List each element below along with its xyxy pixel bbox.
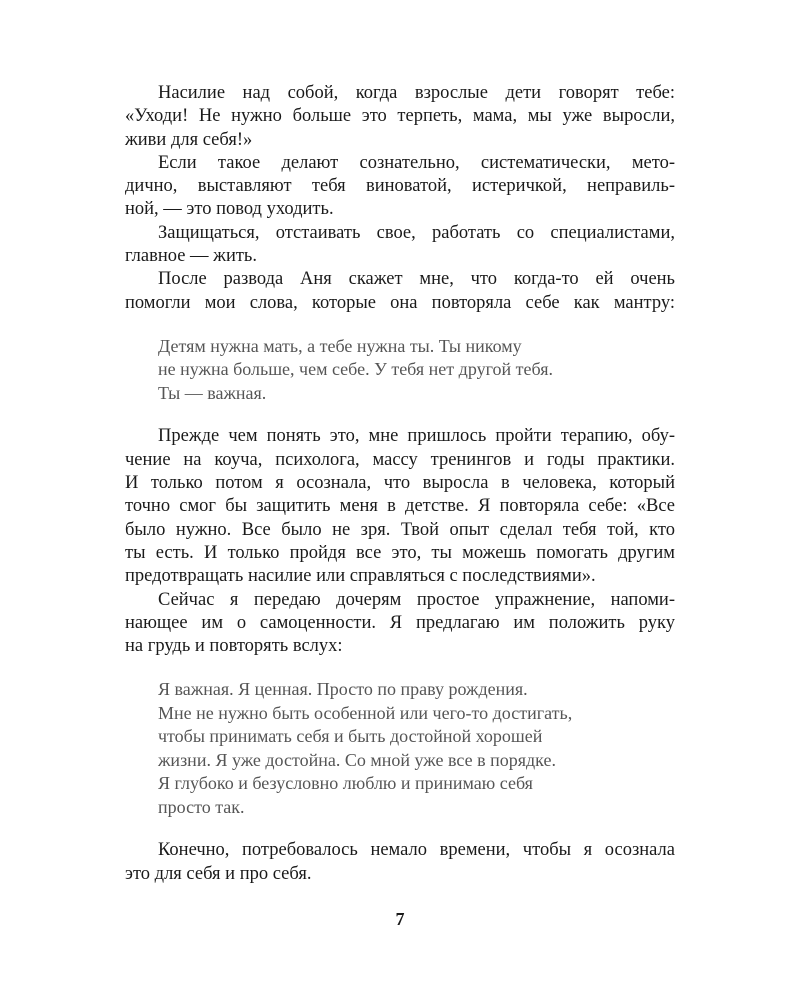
text-line: Конечно, потребовалось немало времени, чтобы я осознала: [158, 840, 675, 861]
text-line: Насилие над собой, когда взрослые дети говорят тебе:: [158, 83, 675, 103]
paragraph: [125, 268, 675, 315]
text-line: Прежде чем понять это, мне пришлось пройти терапию, обу-: [158, 426, 675, 447]
quote-line: Я важная. Я ценная. Просто по праву рождения.: [158, 679, 528, 700]
text-line: После развода Аня скажет мне, что когда-то ей очень: [158, 269, 675, 290]
text-line: главное — жить.: [125, 246, 257, 267]
text-line: «Уходи! Не нужно больше это терпеть, мама, мы уже выросли,: [125, 106, 675, 127]
text-line: чение на коуча, психолога, массу тренингов и годы практики.: [125, 449, 675, 470]
quote-line: Ты — важная.: [158, 382, 267, 403]
text-line: нающее им о самоценности. Я предлагаю им положить руку: [125, 612, 675, 633]
text-line: предотвращать насилие или справляться с последствиями».: [125, 566, 596, 587]
text-line: И только потом я осознала, что выросла в человека, который: [125, 473, 675, 494]
text-line: это для себя и про себя.: [125, 863, 312, 884]
text-line: ной, — это повод уходить.: [125, 199, 334, 220]
quote-block: [158, 678, 675, 819]
text-line: помогли мои слова, которые она повторяла себе как мантру:: [125, 292, 675, 313]
quote-line: чтобы принимать себя и быть достойной хорошей: [158, 726, 543, 747]
quote-block: [158, 335, 675, 406]
paragraph: [125, 82, 675, 152]
quote-line: Мне не нужно быть особенной или чего-то достигать,: [158, 702, 573, 723]
paragraph: [125, 589, 675, 659]
quote-line: Я глубоко и безусловно люблю и принимаю себя: [158, 773, 533, 794]
text-line: ты есть. И только пройдя все это, ты можешь помогать другим: [125, 542, 675, 563]
quote-line: жизни. Я уже достойна. Со мной уже все в порядке.: [158, 749, 556, 770]
quote-line: Детям нужна мать, а тебе нужна ты. Ты никому: [158, 335, 522, 356]
text-line: на грудь и повторять вслух:: [125, 636, 343, 657]
text-line: Защищаться, отстаивать свое, работать со специалистами,: [158, 222, 675, 243]
paragraph: [125, 425, 675, 588]
text-line: живи для себя!»: [125, 129, 253, 150]
text-line: Если такое делают сознательно, систематически, мето-: [158, 152, 675, 173]
page-number: 7: [395, 909, 405, 929]
paragraph: [125, 222, 675, 269]
text-line: дично, выставляют тебя виноватой, истеричкой, неправиль-: [125, 176, 675, 197]
text-line: точно смог бы защитить меня в детстве. Я повторяла себе: «Все: [125, 496, 675, 517]
text-line: Сейчас я передаю дочерям простое упражнение, напоми-: [158, 589, 675, 610]
text-line: было нужно. Все было не зря. Твой опыт сделал тебя той, кто: [125, 519, 675, 540]
quote-line: не нужна больше, чем себе. У тебя нет другой тебя.: [158, 359, 553, 380]
paragraph: [125, 839, 675, 886]
quote-line: просто так.: [158, 796, 245, 817]
page-body: [125, 82, 675, 886]
paragraph: [125, 152, 675, 222]
